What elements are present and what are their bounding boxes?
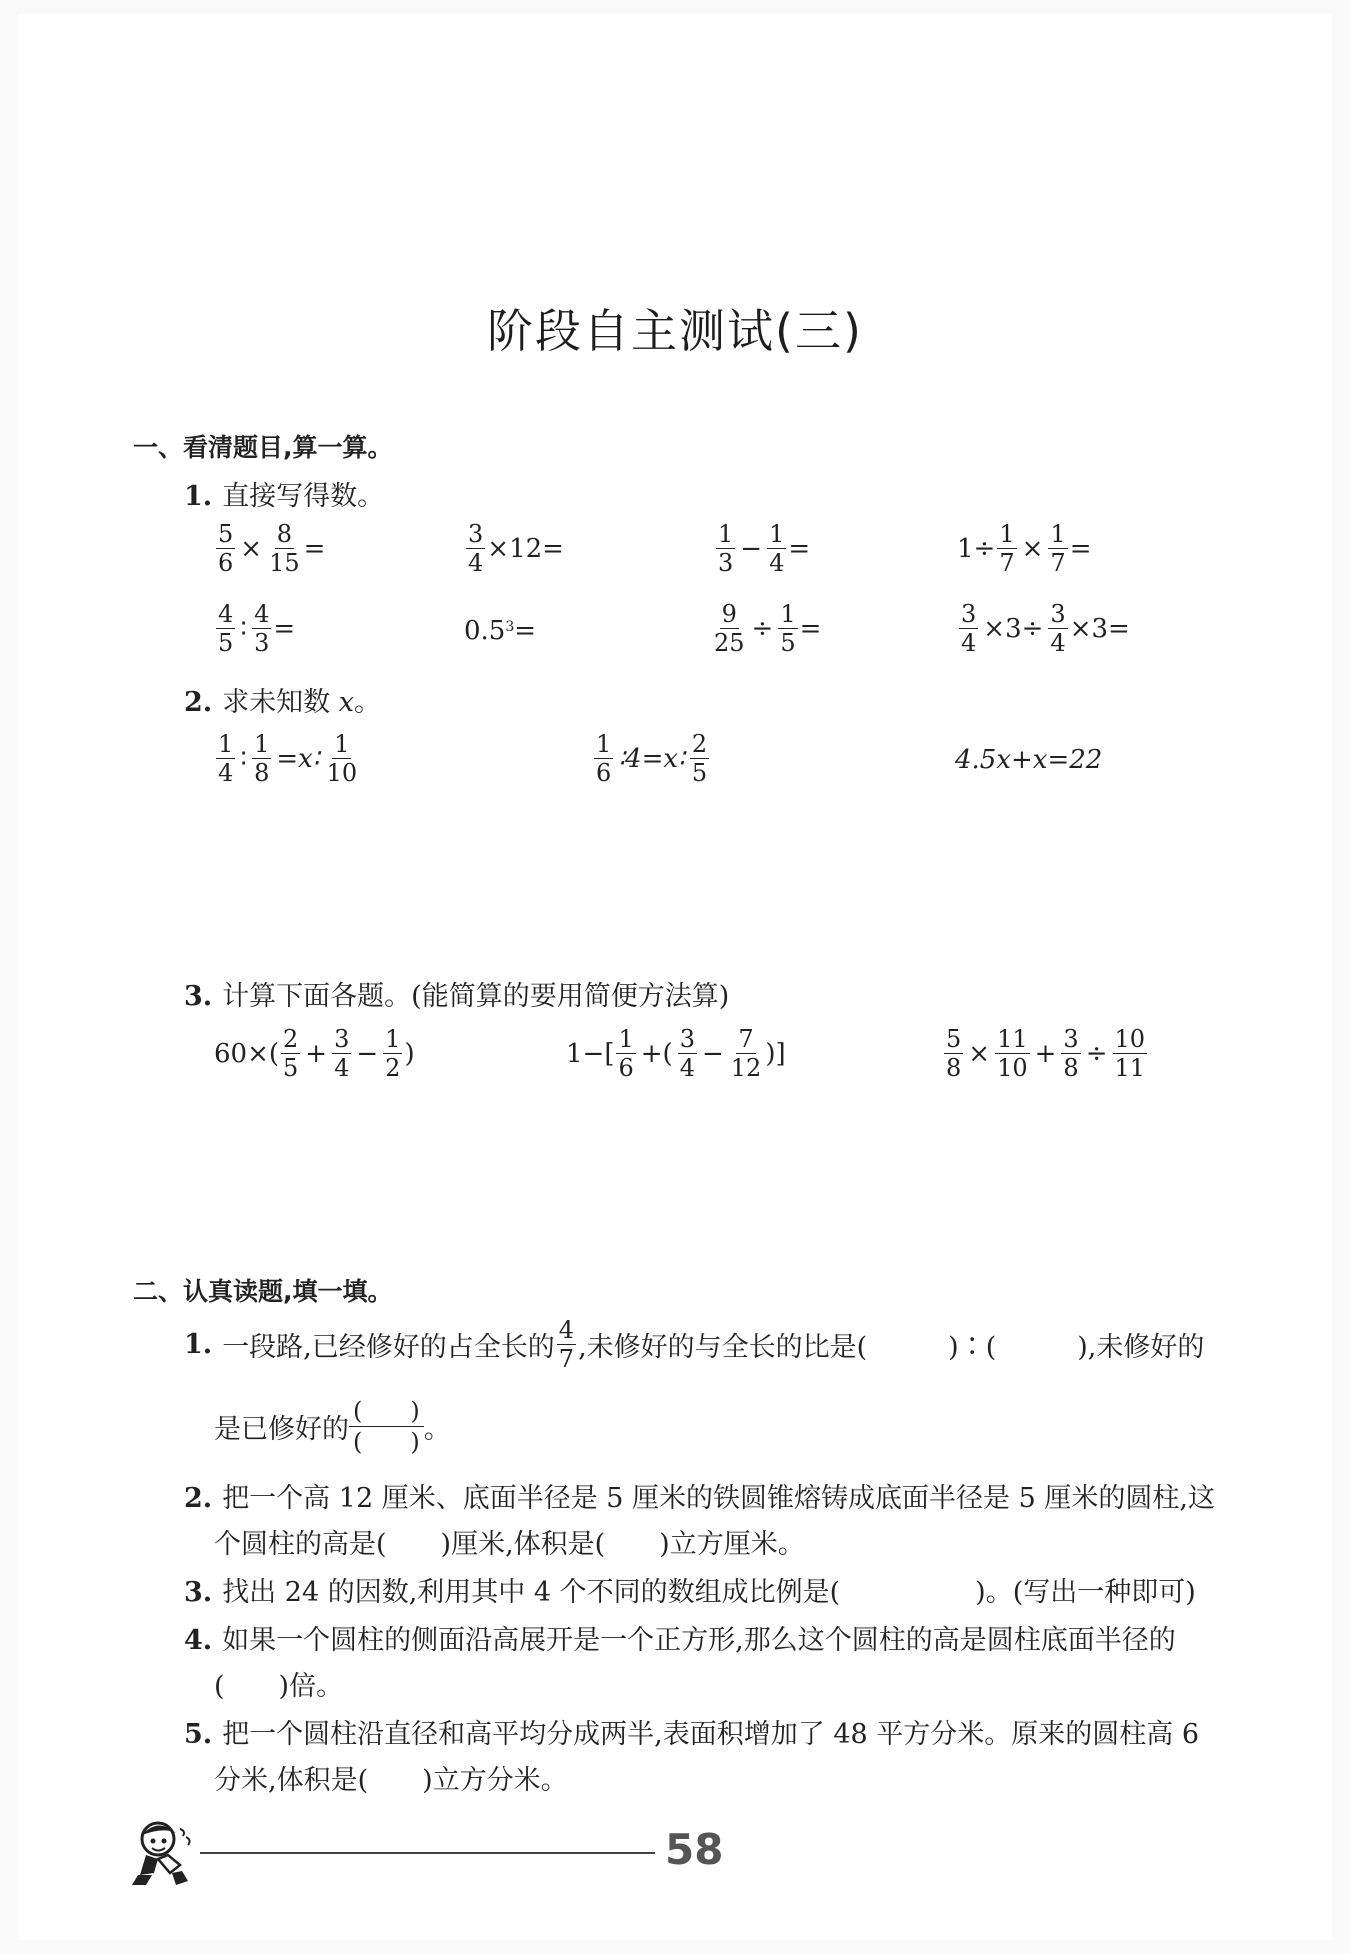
expr-tail: ×3=: [1069, 613, 1130, 644]
fraction: [716, 520, 735, 577]
numerator: 10: [1114, 1025, 1146, 1053]
operator: −: [356, 1038, 379, 1069]
numerator: 1: [999, 520, 1015, 548]
numerator: 7: [738, 1025, 754, 1053]
numerator: 3: [1050, 600, 1066, 628]
operator: +: [305, 1038, 328, 1069]
sub2-label-end: 。: [354, 687, 382, 718]
operator: ×: [1021, 533, 1044, 564]
fill-question-5-line2[interactable]: 分米,体积是( )立方分米。: [214, 1765, 568, 1796]
fraction: [995, 1025, 1030, 1082]
question-text: 把一个圆柱沿直径和高平均分成两半,表面积增加了 48 平方分米。原来的圆柱高 6: [222, 1719, 1200, 1750]
numerator: 4: [218, 600, 234, 628]
section1-heading: 一、看清题目,算一算。: [133, 433, 393, 462]
question-number: 4.: [184, 1625, 213, 1656]
numerator: 2: [691, 730, 708, 758]
calc-item-1: [214, 520, 325, 577]
expr-tail: =: [788, 533, 811, 564]
expr-tail: =: [799, 613, 822, 644]
calc-item-2: [464, 520, 564, 577]
fill-question-5-line1: [184, 1712, 1199, 1751]
fraction: [1048, 600, 1067, 657]
numerator: 1: [254, 730, 270, 758]
fill-question-3: [184, 1570, 1196, 1609]
exponent: 3: [505, 619, 515, 635]
sub3-label: 计算下面各题。(能简算的要用简便方法算): [222, 981, 730, 1012]
fraction: [557, 1316, 576, 1373]
calc-item-7: [710, 600, 821, 657]
expr-lead: 60×(: [214, 1038, 280, 1069]
fraction: [690, 730, 709, 787]
fraction: [332, 1025, 351, 1082]
page-number: 58: [665, 1825, 724, 1874]
fraction: [1113, 1025, 1148, 1082]
calc-expression-2: [566, 1025, 786, 1082]
question-text: 。: [423, 1414, 451, 1445]
denominator: 12: [730, 1054, 762, 1082]
sub1-heading: [184, 474, 384, 513]
numerator: 5: [946, 1025, 962, 1053]
denominator: 6: [596, 759, 612, 787]
operator: +: [1034, 1038, 1057, 1069]
expr-tail: ×12=: [487, 533, 564, 564]
expr-tail: ): [404, 1038, 415, 1069]
fraction: [1061, 1025, 1080, 1082]
fraction: [216, 600, 235, 657]
fill-question-4-line2[interactable]: ( )倍。: [214, 1671, 344, 1702]
denominator: 2: [385, 1054, 401, 1082]
operator: −: [701, 1038, 724, 1069]
denominator: 4: [1050, 629, 1066, 657]
numerator: 3: [334, 1025, 350, 1053]
expr-tail: =: [1069, 533, 1092, 564]
denominator: 6: [218, 549, 234, 577]
denominator: 4: [218, 759, 234, 787]
fill-question-1-line1: [184, 1316, 1204, 1373]
operator: ÷: [1085, 1038, 1108, 1069]
denominator: 3: [254, 629, 270, 657]
fraction: [729, 1025, 764, 1082]
denominator: 7: [999, 549, 1015, 577]
sub2-label: 求未知数: [222, 687, 331, 718]
question-text: 一段路,已经修好的占全长的: [222, 1332, 555, 1363]
sub2-number: 2.: [184, 687, 213, 718]
fill-question-1-line2: [214, 1396, 451, 1457]
fraction: [281, 1025, 300, 1082]
page-title: 阶段自主测试(三): [487, 304, 863, 358]
numerator: 9: [721, 600, 737, 628]
calc-item-8: [957, 600, 1130, 657]
numerator: 1: [334, 730, 350, 758]
operator: ×: [968, 1038, 991, 1069]
expr-base: 0.5: [464, 616, 506, 646]
fraction: [997, 520, 1016, 577]
section2-heading: 二、认真读题,填一填。: [133, 1277, 393, 1306]
denominator: 4: [679, 1054, 695, 1082]
sub1-number: 1.: [184, 481, 213, 512]
denominator: 15: [269, 549, 300, 577]
fraction: [594, 730, 613, 787]
fraction: [466, 520, 485, 577]
expr-tail: =: [303, 533, 326, 564]
sub1-label: 直接写得数。: [222, 481, 385, 512]
denominator: 8: [1063, 1054, 1079, 1082]
fraction: [616, 1025, 635, 1082]
fill-question-2-line1: [184, 1476, 1215, 1515]
expr-tail: =: [514, 616, 537, 646]
denominator: 10: [997, 1054, 1028, 1082]
numerator: 1: [218, 730, 234, 758]
operator: ×: [240, 533, 263, 564]
numerator: 3: [1063, 1025, 1079, 1053]
sub3-heading: [184, 974, 729, 1013]
fill-question-2-line2[interactable]: 个圆柱的高是( )厘米,体积是( )立方厘米。: [214, 1529, 805, 1560]
expr-tail: )]: [765, 1038, 786, 1069]
operator: ∶: [240, 613, 248, 644]
question-text: 是已修好的: [214, 1414, 349, 1445]
question-number: 5.: [184, 1719, 213, 1750]
denominator: 8: [254, 759, 270, 787]
denominator: 3: [718, 549, 734, 577]
numerator: 11: [997, 1025, 1028, 1053]
equation-1: [214, 730, 361, 787]
question-text: ,未修好的与全长的比是( )∶( ),未修好的: [578, 1332, 1205, 1363]
numerator: 4: [254, 600, 270, 628]
operator: ∶: [240, 743, 248, 774]
equation-2: [592, 730, 711, 787]
equation-3: 4.5x+x=22: [955, 745, 1103, 775]
question-number: 1.: [184, 1329, 213, 1360]
numerator: 2: [283, 1025, 299, 1053]
calc-item-5: [214, 600, 295, 657]
fraction: [1048, 520, 1067, 577]
answer-blank-fraction[interactable]: [349, 1396, 424, 1457]
numerator: 1: [780, 600, 796, 628]
fraction: [944, 1025, 963, 1082]
fraction: [216, 730, 235, 787]
numerator: 1: [385, 1025, 401, 1053]
expr-tail: =: [273, 613, 296, 644]
blank-denominator[interactable]: ( ): [353, 1428, 420, 1456]
operator: +(: [640, 1038, 673, 1069]
fill-question-4-line1: [184, 1618, 1176, 1657]
numerator: 3: [679, 1025, 695, 1053]
fraction: [216, 520, 235, 577]
fraction: [712, 600, 747, 657]
footer-line: [200, 1852, 655, 1854]
operator: −: [740, 533, 763, 564]
numerator: 1: [618, 1025, 634, 1053]
denominator: 7: [1050, 549, 1066, 577]
mascot-icon: [124, 1815, 200, 1891]
denominator: 10: [326, 759, 358, 787]
fraction: [267, 520, 302, 577]
fraction: [959, 600, 978, 657]
denominator: 7: [558, 1345, 575, 1373]
numerator: 4: [558, 1316, 575, 1344]
fraction: [252, 730, 271, 787]
fraction: [678, 1025, 697, 1082]
denominator: 4: [769, 549, 785, 577]
sub3-number: 3.: [184, 981, 213, 1012]
operator: =x∶: [276, 743, 320, 774]
sub2-heading: [184, 680, 381, 719]
denominator: 8: [946, 1054, 962, 1082]
denominator: 4: [334, 1054, 350, 1082]
question-text: 如果一个圆柱的侧面沿高展开是一个正方形,那么这个圆柱的高是圆柱底面半径的: [222, 1625, 1176, 1656]
numerator: 1: [1050, 520, 1066, 548]
calc-item-3: [714, 520, 810, 577]
numerator: 3: [468, 520, 484, 548]
numerator: 1: [596, 730, 612, 758]
numerator: 1: [769, 520, 785, 548]
denominator: 4: [468, 549, 484, 577]
fraction: [767, 520, 786, 577]
denominator: 6: [618, 1054, 634, 1082]
fraction: [383, 1025, 402, 1082]
denominator: 5: [780, 629, 796, 657]
calc-item-6: [464, 616, 536, 646]
question-number: 3.: [184, 1577, 213, 1608]
denominator: 5: [283, 1054, 299, 1082]
question-text: 把一个高 12 厘米、底面半径是 5 厘米的铁圆锥熔铸成底面半径是 5 厘米的圆柱,这: [222, 1483, 1215, 1514]
calc-expression-3: [942, 1025, 1149, 1082]
numerator: 8: [276, 520, 292, 548]
expr-lead: 1−[: [566, 1038, 615, 1069]
fraction: [252, 600, 271, 657]
denominator: 25: [714, 629, 745, 657]
operator: ×3÷: [983, 613, 1044, 644]
denominator: 5: [691, 759, 708, 787]
numerator: 5: [218, 520, 234, 548]
numerator: 1: [718, 520, 734, 548]
operator: ÷: [751, 613, 774, 644]
numerator: 3: [961, 600, 977, 628]
expr-lead: 1÷: [957, 533, 996, 564]
calc-item-4: [957, 520, 1091, 577]
operator: ∶4=x∶: [618, 743, 685, 774]
denominator: 5: [218, 629, 234, 657]
variable-x: x: [338, 687, 355, 718]
blank-numerator[interactable]: ( ): [349, 1396, 424, 1427]
question-number: 2.: [184, 1483, 213, 1514]
denominator: 11: [1114, 1054, 1146, 1082]
denominator: 4: [961, 629, 977, 657]
question-text[interactable]: 找出 24 的因数,利用其中 4 个不同的数组成比例是( )。(写出一种即可): [222, 1577, 1196, 1608]
fraction: [325, 730, 360, 787]
fraction: [778, 600, 797, 657]
calc-expression-1: [214, 1025, 415, 1082]
